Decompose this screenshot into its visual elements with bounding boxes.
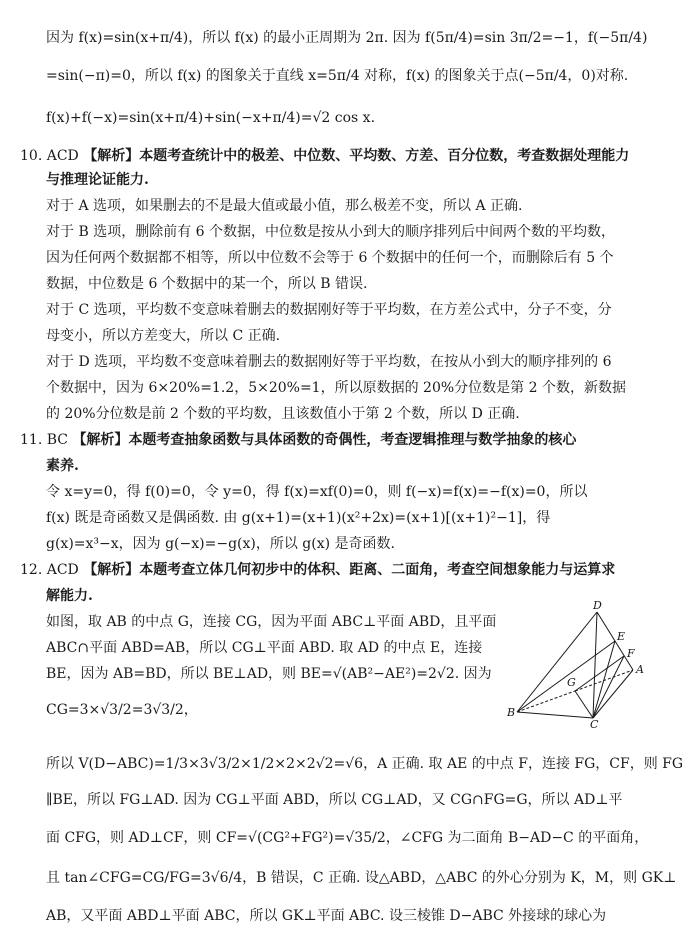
text-line: f(x) 既是奇函数又是偶函数. 由 g(x+1)=(x+1)(x²+2x)=(x+1)[(x+1)²−1]，得 xyxy=(46,510,551,526)
analysis-tag: 【解析】 xyxy=(83,562,140,578)
text-line: AB，又平面 ABD⊥平面 ABC，所以 GK⊥平面 ABC. 设三棱锥 D−ABC 外接球的球心为 xyxy=(46,908,607,924)
question-12-heading xyxy=(20,560,615,580)
text-line: 与推理论证能力. xyxy=(46,172,149,188)
text-line: ∥BE，所以 FG⊥AD. 因为 CG⊥平面 ABD，所以 CG⊥AD，又 CG∩FG=G，所以 AD⊥平 xyxy=(46,792,623,808)
text-line: CG=3×√3/2=3√3/2， xyxy=(46,702,198,718)
text-line: 且 tan∠CFG=CG/FG=3√6/4，B 错误，C 正确. 设△ABD，△ABC 的外心分别为 K，M，则 GK⊥ xyxy=(46,870,677,886)
vertex-label-a: A xyxy=(636,663,644,676)
analysis-tag: 【解析】 xyxy=(83,148,140,164)
text-line: 如图，取 AB 的中点 G，连接 CG，因为平面 ABC⊥平面 ABD，且平面 xyxy=(46,614,497,630)
question-number: 10. ACD xyxy=(20,148,79,164)
vertex-label-b: B xyxy=(507,706,516,719)
text-line: 母变小，所以方差变大，所以 C 正确. xyxy=(46,328,281,344)
heading-text: 本题考查统计中的极差、中位数、平均数、方差、百分位数，考查数据处理能力 xyxy=(139,148,630,164)
text-line: 因为 f(x)=sin(x+π/4)，所以 f(x) 的最小正周期为 2π. 因为 f(5π/4)=sin 3π/2=−1，f(−5π/4) xyxy=(46,30,648,46)
text-line: 面 CFG，则 AD⊥CF，则 CF=√(CG²+FG²)=√35/2，∠CFG 为二面角 B−AD−C 的平面角， xyxy=(46,830,649,846)
text-line: =sin(−π)=0，所以 f(x) 的图象关于直线 x=5π/4 对称，f(x) 的图象关于点(−5π/4，0)对称. xyxy=(46,68,629,84)
text-line: 对于 B 选项，删除前有 6 个数据，中位数是按从小到大的顺序排列后中间两个数的平均数， xyxy=(46,224,615,240)
question-10-heading xyxy=(20,146,629,166)
text-line: 个数据中，因为 6×20%=1.2，5×20%=1，所以原数据的 20%分位数是第 2 个数，新数据 xyxy=(46,380,626,396)
text-line: ABC∩平面 ABD=AB，所以 CG⊥平面 ABD. 取 AD 的中点 E，连接 xyxy=(46,640,483,656)
text-line: 对于 C 选项，平均数不变意味着删去的数据刚好等于平均数，在方差公式中，分子不变，分 xyxy=(46,302,612,318)
vertex-label-c: C xyxy=(590,718,599,730)
text-line: 令 x=y=0，得 f(0)=0，令 y=0，得 f(x)=xf(0)=0，则 f(−x)=f(x)=−f(x)=0，所以 xyxy=(46,484,588,500)
analysis-tag: 【解析】 xyxy=(72,432,129,448)
heading-text: 本题考查立体几何初步中的体积、距离、二面角，考查空间想象能力与运算求 xyxy=(139,562,616,578)
text-line: BE，因为 AB=BD，所以 BE⊥AD，则 BE=√(AB²−AE²)=2√2. 因为 xyxy=(46,666,492,682)
point-label-g: G xyxy=(567,676,576,689)
point-label-f: F xyxy=(627,647,635,660)
text-line: 对于 D 选项，平均数不变意味着删去的数据刚好等于平均数，在按从小到大的顺序排列的 6 xyxy=(46,354,612,370)
question-11-heading xyxy=(20,430,576,450)
vertex-label-d: D xyxy=(593,600,602,612)
text-line: 因为任何两个数据都不相等，所以中位数不会等于 6 个数据中的任何一个，而删除后有 5 个 xyxy=(46,250,614,266)
tetrahedron-figure xyxy=(505,600,655,730)
text-line: 素养. xyxy=(46,458,79,474)
question-number: 11. BC xyxy=(20,432,68,448)
heading-text: 本题考查抽象函数与具体函数的奇偶性，考查逻辑推理与数学抽象的核心 xyxy=(128,432,577,448)
question-number: 12. ACD xyxy=(20,562,79,578)
text-line: 的 20%分位数是前 2 个数的平均数，且该数值小于第 2 个数，所以 D 正确. xyxy=(46,406,520,422)
text-line: f(x)+f(−x)=sin(x+π/4)+sin(−x+π/4)=√2 cos x. xyxy=(46,110,376,126)
text-line: 数据，中位数是 6 个数据中的某一个，所以 B 错误. xyxy=(46,276,368,292)
text-line: 对于 A 选项，如果删去的不是最大值或最小值，那么极差不变，所以 A 正确. xyxy=(46,198,523,214)
point-label-e: E xyxy=(617,630,626,643)
text-line: 解能力. xyxy=(46,588,93,604)
text-line: 所以 V(D−ABC)=1/3×3√3/2×1/2×2×2√2=√6，A 正确. 取 AE 的中点 F，连接 FG，CF，则 FG xyxy=(46,756,684,772)
text-line: g(x)=x³−x，因为 g(−x)=−g(x)，所以 g(x) 是奇函数. xyxy=(46,536,395,552)
